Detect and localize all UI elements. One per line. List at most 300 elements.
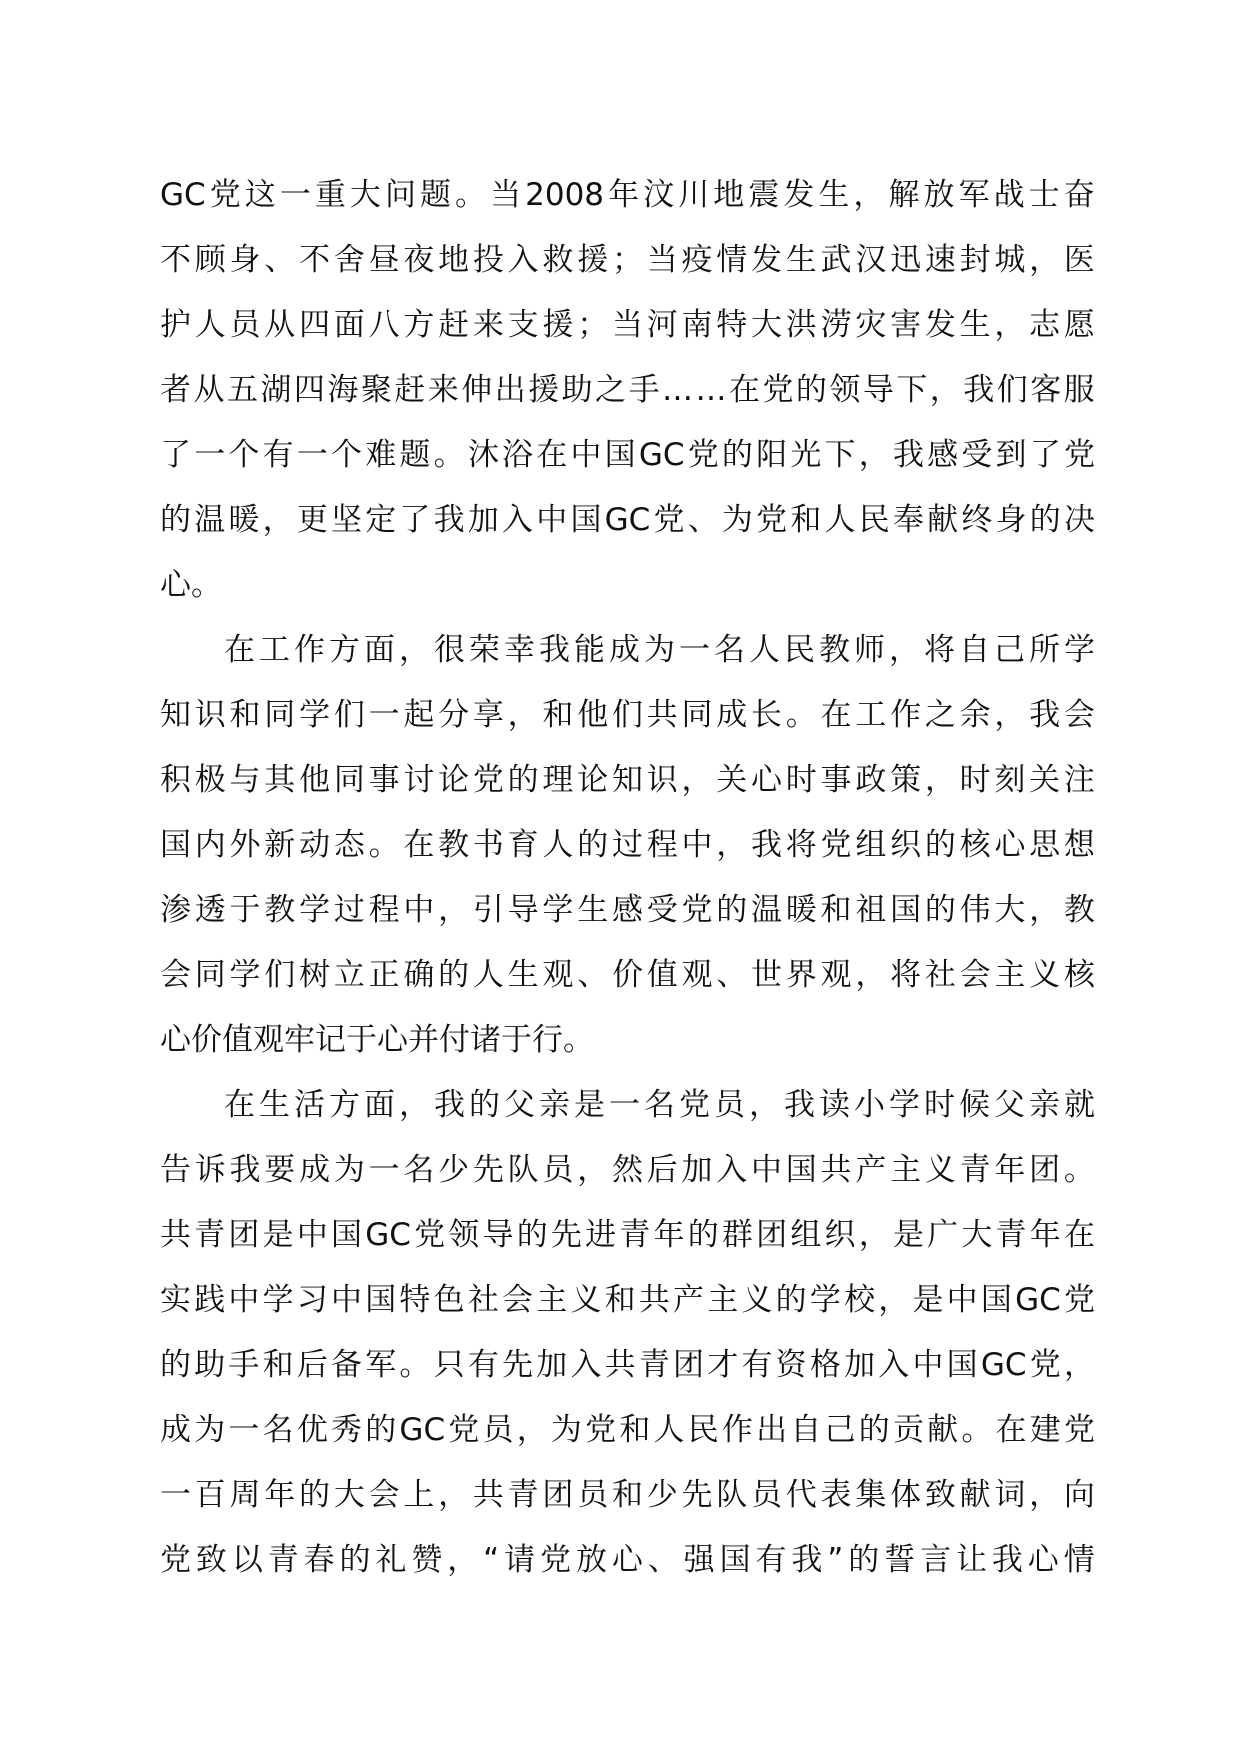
text-glyph: 中 (403, 892, 435, 928)
text-glyph: 有 (755, 1542, 787, 1578)
text-glyph: … (695, 372, 727, 408)
text-glyph: 舍 (333, 242, 365, 278)
text-glyph: 这 (244, 177, 276, 213)
text-glyph: 核 (1063, 957, 1095, 993)
text-glyph: 中 (751, 1152, 783, 1188)
text-glyph: 援 (542, 307, 574, 343)
text-glyph: 一 (368, 697, 400, 733)
text-glyph: 们 (333, 697, 365, 733)
text-glyph: 幸 (504, 632, 535, 668)
text-glyph: 社 (924, 957, 956, 993)
text-glyph: 迅 (890, 242, 922, 278)
text-glyph: 自 (790, 1412, 822, 1448)
text-line (160, 943, 1095, 1008)
text-glyph: 让 (955, 1542, 987, 1578)
text-glyph: 组 (855, 827, 887, 863)
text-glyph: 同 (333, 762, 365, 798)
text-glyph: 受 (961, 437, 993, 473)
text-glyph: 青 (267, 1542, 299, 1578)
text-glyph: 和 (229, 697, 261, 733)
text-glyph: 诉 (194, 1152, 226, 1188)
text-glyph: 手 (628, 372, 660, 408)
text-glyph: ， (858, 437, 890, 473)
text-glyph: 识 (646, 762, 678, 798)
text-glyph: 在 (1063, 1217, 1095, 1253)
text-glyph: 中 (912, 1347, 944, 1383)
text-glyph: 员 (714, 1087, 745, 1123)
text-glyph: ， (878, 1282, 910, 1318)
text-glyph: 浴 (502, 437, 534, 473)
text-glyph: 我 (991, 1542, 1023, 1578)
text-glyph: 的 (775, 1282, 807, 1318)
text-glyph: 从 (193, 372, 225, 408)
text-glyph: 知 (611, 762, 643, 798)
text-glyph: 政 (855, 762, 887, 798)
text-glyph: 党 (1063, 1282, 1095, 1318)
text-glyph: 的 (469, 1087, 500, 1123)
text-glyph: 不 (160, 242, 191, 278)
text-line (160, 813, 1095, 878)
text-glyph: 昼 (368, 242, 400, 278)
text-glyph: 来 (472, 307, 504, 343)
text-glyph: 注 (1063, 762, 1095, 798)
text-glyph: 组 (790, 1217, 822, 1253)
text-glyph: 身 (995, 502, 1027, 538)
text-glyph: 武 (820, 242, 852, 278)
text-glyph: 将 (890, 957, 922, 993)
text-glyph: 五 (226, 372, 258, 408)
text-glyph: 候 (959, 1087, 990, 1123)
text-glyph: 中 (228, 1282, 260, 1318)
text-glyph: 党 (414, 1217, 446, 1253)
text-glyph: 在 (224, 1087, 255, 1123)
text-glyph: 百 (194, 1477, 226, 1513)
text-glyph: 护 (160, 307, 191, 343)
text-glyph: 工 (259, 632, 290, 668)
text-glyph: 透 (194, 892, 226, 928)
text-glyph: GC (365, 1217, 411, 1253)
text-glyph: 义 (924, 1152, 956, 1188)
text-glyph: 教 (264, 892, 296, 928)
text-glyph: 习 (296, 1282, 328, 1318)
text-glyph: 党 (756, 502, 788, 538)
text-glyph: 人 (542, 827, 574, 863)
text-glyph: 父 (504, 1087, 535, 1123)
text-glyph: ； (611, 242, 643, 278)
text-glyph: 建 (1029, 1412, 1061, 1448)
text-glyph: 内 (194, 827, 226, 863)
text-glyph: 涝 (820, 307, 852, 343)
text-glyph: ， (929, 372, 961, 408)
body-text (160, 163, 1095, 1593)
text-glyph: 的 (160, 1347, 191, 1383)
text-line (160, 488, 1095, 553)
text-glyph: 问 (384, 177, 416, 213)
text-glyph: 大 (333, 1477, 365, 1513)
text-glyph: 观 (681, 957, 713, 993)
text-glyph: 献 (927, 502, 959, 538)
text-glyph: 加 (844, 1347, 876, 1383)
text-glyph: 学 (299, 892, 331, 928)
text-glyph: 难 (365, 437, 397, 473)
text-glyph: 光 (790, 437, 822, 473)
text-line (160, 748, 1095, 813)
text-glyph: 青 (619, 1217, 651, 1253)
text-glyph: 实 (160, 1282, 191, 1318)
text-glyph: 党 (681, 892, 713, 928)
text-glyph: 人 (749, 632, 780, 668)
text-glyph: 积 (160, 762, 191, 798)
text-glyph: 集 (855, 1477, 887, 1513)
text-glyph: 先 (550, 1217, 582, 1253)
text-glyph: ， (994, 307, 1026, 343)
text-glyph: 入 (502, 502, 534, 538)
text-glyph: ， (577, 1152, 609, 1188)
text-glyph: 名 (714, 632, 745, 668)
text-glyph: 所 (1029, 632, 1060, 668)
text-glyph: 践 (194, 1282, 226, 1318)
text-glyph: 育 (507, 827, 539, 863)
text-line (160, 1073, 1095, 1138)
text-glyph: 为 (644, 632, 675, 668)
text-glyph: 中 (681, 827, 713, 863)
text-glyph: 受 (646, 892, 678, 928)
text-glyph: 义 (1029, 957, 1061, 993)
text-glyph: 时 (785, 762, 817, 798)
text-glyph: 言 (920, 1542, 952, 1578)
text-glyph: 情 (716, 242, 748, 278)
text-glyph: 确 (403, 957, 435, 993)
text-glyph: 和 (611, 1477, 643, 1513)
text-glyph: 贡 (892, 1412, 924, 1448)
text-glyph: 党 (762, 372, 794, 408)
text-glyph: 成 (716, 697, 748, 733)
text-glyph: 人 (472, 957, 504, 993)
text-glyph: 。 (368, 827, 400, 863)
text-line (160, 423, 1095, 488)
text-glyph: ， (399, 632, 430, 668)
text-glyph: 活 (294, 1087, 325, 1123)
text-glyph: 很 (434, 632, 465, 668)
text-glyph: 师 (854, 632, 885, 668)
text-glyph: 想 (1063, 827, 1095, 863)
text-glyph: 聚 (360, 372, 392, 408)
text-glyph: 心 (1027, 1542, 1059, 1578)
text-glyph: 入 (716, 1152, 748, 1188)
text-glyph: 共 (160, 1217, 191, 1253)
text-glyph: 当 (646, 242, 678, 278)
text-glyph: 理 (542, 762, 574, 798)
text-glyph: 的 (716, 892, 748, 928)
text-glyph: 广 (927, 1217, 959, 1253)
text-glyph: 暖 (228, 502, 260, 538)
text-glyph: 时 (924, 1087, 955, 1123)
text-glyph: 和 (542, 697, 574, 733)
text-glyph: 来 (427, 372, 459, 408)
text-glyph: 年 (1029, 1217, 1061, 1253)
text-glyph: 不 (299, 242, 331, 278)
text-glyph: 事 (820, 762, 852, 798)
text-line (160, 1203, 1095, 1268)
text-glyph: 的 (299, 1477, 331, 1513)
text-glyph: 一 (228, 1412, 260, 1448)
text-line (160, 358, 1095, 423)
text-glyph: 学 (262, 1282, 294, 1318)
text-glyph: 方 (329, 632, 360, 668)
text-glyph: ， (889, 632, 920, 668)
text-glyph: GC (638, 437, 685, 473)
text-glyph: 助 (194, 1347, 226, 1383)
text-glyph: 会 (368, 1477, 400, 1513)
text-glyph: 题 (399, 437, 431, 473)
text-glyph: 员 (577, 1477, 609, 1513)
text-glyph: 极 (194, 762, 226, 798)
text-glyph: 小 (854, 1087, 885, 1123)
text-glyph: 赞 (411, 1542, 443, 1578)
text-glyph: 过 (333, 892, 365, 928)
text-glyph: 时 (959, 762, 991, 798)
text-glyph: 、 (647, 1542, 679, 1578)
text-glyph: 发 (924, 307, 956, 343)
text-glyph: 关 (1029, 762, 1061, 798)
text-glyph: ， (681, 762, 713, 798)
text-glyph: 身 (229, 242, 261, 278)
text-glyph: 义 (570, 1282, 602, 1318)
text-glyph: 战 (993, 177, 1025, 213)
text-glyph: 民 (858, 502, 890, 538)
text-glyph: 投 (472, 242, 504, 278)
text-glyph: 态 (333, 827, 365, 863)
text-glyph: 是 (912, 1282, 944, 1318)
text-glyph: 员 (482, 1412, 514, 1448)
text-glyph: 与 (229, 762, 261, 798)
text-glyph: 同 (194, 957, 226, 993)
text-glyph: 生 (507, 957, 539, 993)
text-glyph: 军 (365, 1347, 397, 1383)
text-glyph: 援 (528, 372, 560, 408)
text-glyph: 树 (299, 957, 331, 993)
text-glyph: 团 (1029, 1152, 1061, 1188)
text-glyph: ， (749, 1087, 780, 1123)
text-glyph: 心 (611, 1542, 643, 1578)
text-glyph: 我 (784, 1087, 815, 1123)
text-glyph: 。 (961, 1412, 993, 1448)
text-glyph: 定 (365, 502, 397, 538)
text-glyph: 国 (331, 1217, 363, 1253)
text-glyph: 队 (716, 1477, 748, 1513)
text-glyph: 2008 (525, 177, 605, 213)
text-glyph: 先 (502, 1347, 534, 1383)
text-glyph: ， (1029, 892, 1061, 928)
text-glyph: 赶 (438, 307, 470, 343)
text-glyph: GC (1015, 1282, 1061, 1318)
text-glyph: 的 (858, 1412, 890, 1448)
text-glyph: 团 (673, 1347, 705, 1383)
text-glyph: 工 (855, 697, 887, 733)
text-glyph: 愿 (1063, 307, 1095, 343)
text-glyph: 面 (333, 307, 365, 343)
text-glyph: 事 (368, 762, 400, 798)
text-glyph: 医 (1063, 242, 1095, 278)
text-glyph: 成 (609, 632, 640, 668)
text-glyph: 余 (959, 697, 991, 733)
text-glyph: 为 (721, 502, 753, 538)
text-glyph: 主 (890, 1152, 922, 1188)
text-glyph: 员 (542, 1152, 574, 1188)
text-glyph: 我 (751, 827, 783, 863)
text-glyph: 温 (751, 892, 783, 928)
text-glyph: 服 (1063, 372, 1095, 408)
text-glyph: 的 (438, 957, 470, 993)
text-glyph: 学 (1064, 632, 1095, 668)
text-glyph: 的 (924, 892, 956, 928)
text-glyph: 地 (713, 177, 745, 213)
text-glyph: 灾 (855, 307, 887, 343)
text-glyph: 地 (438, 242, 470, 278)
text-glyph: 中 (570, 437, 602, 473)
text-glyph: 读 (819, 1087, 850, 1123)
text-glyph: 荣 (469, 632, 500, 668)
text-glyph: 、 (716, 957, 748, 993)
text-glyph: 社 (467, 1282, 499, 1318)
text-glyph: 援 (577, 242, 609, 278)
text-glyph: 方 (403, 307, 435, 343)
text-glyph: 了 (1029, 437, 1061, 473)
text-glyph: 价 (611, 957, 643, 993)
text-glyph: 国 (570, 502, 602, 538)
text-glyph: 、 (687, 502, 719, 538)
text-glyph: 党 (653, 502, 685, 538)
text-glyph: 民 (687, 1412, 719, 1448)
text-glyph: 有 (262, 437, 294, 473)
text-glyph: 引 (472, 892, 504, 928)
text-glyph: 更 (296, 502, 328, 538)
text-glyph: 夜 (403, 242, 435, 278)
text-glyph: 民 (784, 632, 815, 668)
text-glyph: 重 (314, 177, 346, 213)
text-glyph: 坚 (331, 502, 363, 538)
text-glyph: 同 (264, 697, 296, 733)
text-glyph: ， (399, 1087, 430, 1123)
text-glyph: 决 (1063, 502, 1095, 538)
text-glyph: 后 (646, 1152, 678, 1188)
text-glyph: 入 (878, 1347, 910, 1383)
text-glyph: 关 (716, 762, 748, 798)
text-glyph: ， (1029, 242, 1061, 278)
text-glyph: 刻 (994, 762, 1026, 798)
text-glyph: ， (447, 1542, 479, 1578)
text-glyph: 同 (681, 697, 713, 733)
text-glyph: 成 (299, 1152, 331, 1188)
text-glyph: 大 (961, 1217, 993, 1253)
text-glyph: 中 (296, 1217, 328, 1253)
text-glyph: 进 (585, 1217, 617, 1253)
text-glyph: 生 (259, 1087, 290, 1123)
text-glyph: 川 (678, 177, 710, 213)
text-glyph: 只 (433, 1347, 465, 1383)
text-glyph: 之 (924, 697, 956, 733)
text-glyph: 亲 (539, 1087, 570, 1123)
text-glyph: 党 (472, 762, 504, 798)
text-glyph: 他 (299, 762, 331, 798)
text-glyph: 加 (681, 1152, 713, 1188)
text-glyph: 顾 (194, 242, 226, 278)
text-glyph: ， (853, 177, 885, 213)
text-glyph: 湖 (260, 372, 292, 408)
text-glyph: 在 (536, 437, 568, 473)
text-glyph: 心 (751, 762, 783, 798)
text-glyph: 在 (224, 632, 255, 668)
text-glyph: 请 (504, 1542, 536, 1578)
text-glyph: 织 (824, 1217, 856, 1253)
text-glyph: 放 (923, 177, 955, 213)
text-line (160, 618, 1095, 683)
text-glyph: 沐 (467, 437, 499, 473)
text-glyph: 四 (299, 307, 331, 343)
text-glyph: 下 (824, 437, 856, 473)
text-glyph: 秀 (331, 1412, 363, 1448)
text-glyph: 一 (194, 437, 226, 473)
text-glyph: 共 (604, 1347, 636, 1383)
text-glyph: 其 (264, 762, 296, 798)
text-glyph: 面 (364, 1087, 395, 1123)
text-glyph: 自 (959, 632, 990, 668)
text-glyph: 讨 (403, 762, 435, 798)
text-glyph: 将 (924, 632, 955, 668)
text-glyph: 共 (820, 1152, 852, 1188)
text-glyph: 的 (687, 1217, 719, 1253)
text-glyph: 当 (611, 307, 643, 343)
text-glyph: 党 (820, 827, 852, 863)
text-glyph: 党 (1029, 1347, 1061, 1383)
text-glyph: 伸 (461, 372, 493, 408)
text-glyph: 为 (333, 1152, 365, 1188)
text-glyph: ， (516, 1412, 548, 1448)
text-line (160, 683, 1095, 748)
text-glyph: 温 (194, 502, 226, 538)
text-glyph: 领 (448, 1217, 480, 1253)
text-glyph: 入 (507, 242, 539, 278)
text-glyph: 了 (160, 437, 191, 473)
text-glyph: 军 (958, 177, 990, 213)
text-glyph: 个 (228, 437, 260, 473)
text-glyph: 将 (785, 827, 817, 863)
text-glyph: 程 (368, 892, 400, 928)
text-glyph: 感 (611, 892, 643, 928)
text-glyph: 发 (783, 177, 815, 213)
text-glyph: 团 (228, 1217, 260, 1253)
text-glyph: 、 (577, 957, 609, 993)
text-glyph: 论 (577, 762, 609, 798)
text-glyph: 学 (889, 1087, 920, 1123)
text-glyph: 年 (994, 1152, 1026, 1188)
text-glyph: 献 (959, 1477, 991, 1513)
text-glyph: 洪 (785, 307, 817, 343)
text-glyph: 名 (262, 1412, 294, 1448)
text-glyph: 害 (890, 307, 922, 343)
text-glyph: 解 (888, 177, 920, 213)
text-glyph: 共 (472, 1477, 504, 1513)
text-glyph: 我 (434, 1087, 465, 1123)
text-glyph: 之 (595, 372, 627, 408)
text-glyph: 在 (728, 372, 760, 408)
text-glyph: 致 (195, 1542, 227, 1578)
text-glyph: 亲 (1029, 1087, 1060, 1123)
text-line (160, 1268, 1095, 1333)
text-glyph: 加 (536, 1347, 568, 1383)
text-glyph: 者 (160, 372, 191, 408)
text-glyph: 特 (399, 1282, 431, 1318)
